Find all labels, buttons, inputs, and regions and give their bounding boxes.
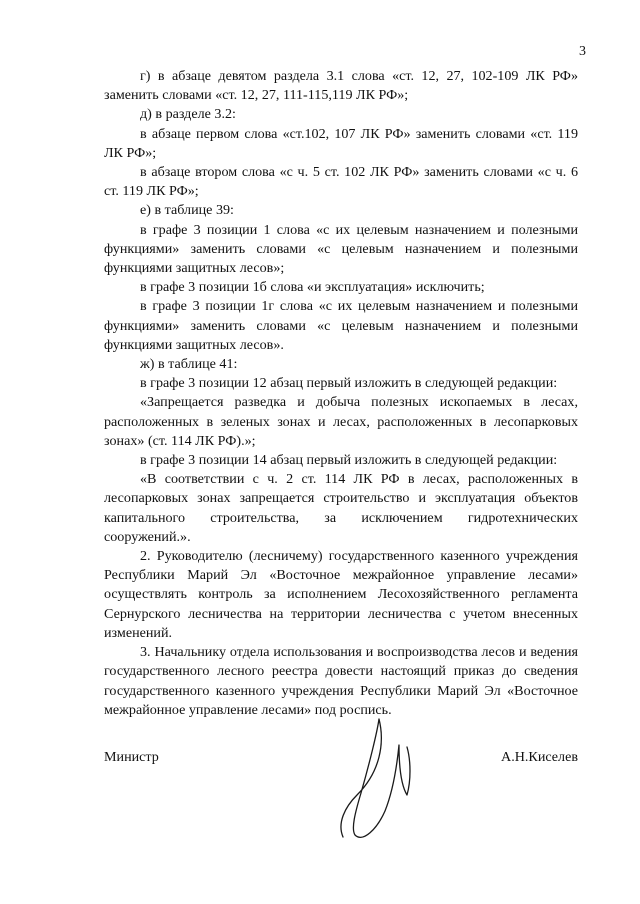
paragraph: в графе 3 позиции 12 абзац первый изложить в следующей редакции:: [140, 375, 558, 392]
paragraph: 2. Руководителю (лесничему) государственного казенного учреждения Республики Марий Эл «Восточное межрайонное управление лесами» осуществлять контроль за исполнением Лесохозяйственного регламента Сернурского лесничества на территории лесничества с учетом внесенных изменений.: [104, 548, 578, 641]
paragraph: г) в абзаце девятом раздела 3.1 слова «ст. 12, 27, 102-109 ЛК РФ» заменить словами «ст. 12, 27, 111-115,119 ЛК РФ»;: [104, 68, 578, 104]
paragraph: в графе 3 позиции 14 абзац первый изложить в следующей редакции:: [140, 452, 558, 469]
signatory-name: А.Н.Киселев: [501, 749, 578, 765]
paragraph: в абзаце первом слова «ст.102, 107 ЛК РФ» заменить словами «ст. 119 ЛК РФ»;: [104, 125, 578, 161]
handwritten-signature: [335, 711, 425, 847]
paragraph: в абзаце втором слова «с ч. 5 ст. 102 ЛК РФ» заменить словами «с ч. 6 ст. 119 ЛК РФ»;: [104, 164, 578, 200]
paragraph: «В соответствии с ч. 2 ст. 114 ЛК РФ в лесах, расположенных в лесопарковых зонах запрещается строительство и эксплуатация объектов капитального строительства, за исключением гидротехнических сооружений.».: [104, 471, 578, 545]
paragraph: в графе 3 позиции 1 слова «с их целевым назначением и полезными функциями» заменить словами «с целевым назначением и полезными функциями защитных лесов»;: [104, 221, 578, 277]
paragraph: 3. Начальнику отдела использования и воспроизводства лесов и ведения государственного лесного реестра довести настоящий приказ до сведения государственного казенного учреждения Республики Марий Эл «Восточное межрайонное управление лесами» под роспись.: [104, 644, 578, 718]
document-body: [104, 67, 578, 720]
paragraph: в графе 3 позиции 1б слова «и эксплуатация» исключить;: [140, 279, 485, 296]
paragraph: в графе 3 позиции 1г слова «с их целевым назначением и полезными функциями» заменить словами «с целевым назначением и полезными функциями защитных лесов».: [104, 298, 578, 353]
paragraph: ж) в таблице 41:: [140, 356, 238, 373]
signatory-title: Министр: [104, 749, 159, 765]
page-number: 3: [579, 44, 586, 59]
paragraph: е) в таблице 39:: [140, 202, 234, 219]
paragraph: д) в разделе 3.2:: [140, 106, 236, 123]
paragraph: «Запрещается разведка и добыча полезных ископаемых в лесах, расположенных в зеленых зонах и лесах, расположенных в лесопарковых зонах» (ст. 114 ЛК РФ).»;: [104, 394, 578, 449]
